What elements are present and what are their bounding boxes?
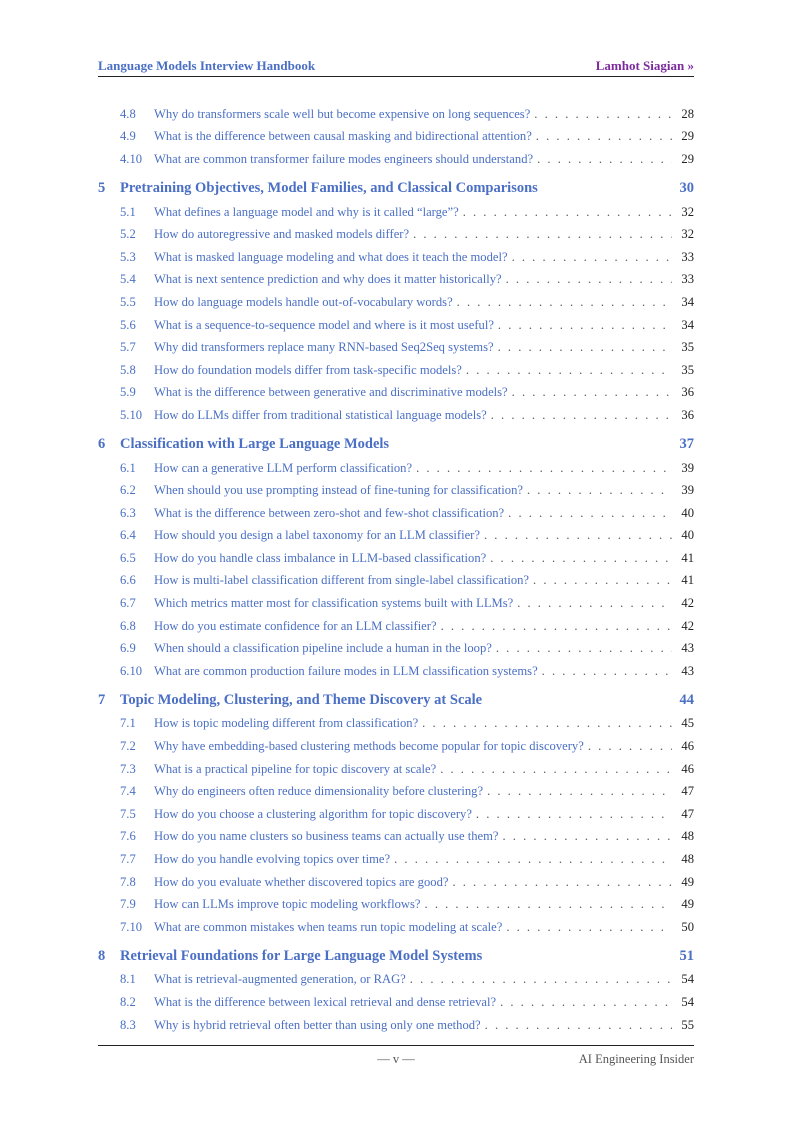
toc-entry[interactable] [98,314,694,337]
toc-entry[interactable] [98,269,694,292]
toc-number: 7.2 [120,739,136,754]
toc-number: 7.6 [120,829,136,844]
toc-entry[interactable] [98,735,694,758]
toc-entry[interactable] [98,382,694,405]
toc-entry[interactable] [98,991,694,1014]
toc-title[interactable]: What are common production failure modes in LLM classification systems? [154,663,538,678]
toc-title[interactable]: What is the difference between generative and discriminative models? [154,385,508,400]
dot-leader [490,551,672,566]
toc-number: 5.9 [120,385,136,400]
toc-title[interactable]: Pretraining Objectives, Model Families, and Classical Comparisons [120,180,538,197]
toc-title[interactable]: How do autoregressive and masked models differ? [154,227,410,242]
toc-entry[interactable] [98,758,694,781]
toc-page-number[interactable]: 54 [681,972,694,987]
toc-entry[interactable] [98,246,694,269]
toc-title[interactable]: How is multi-label classification different from single-label classification? [154,573,530,588]
toc-entry[interactable] [98,660,694,683]
dot-leader [394,852,672,867]
toc-title[interactable]: How can a generative LLM perform classification? [154,460,413,475]
toc-entry[interactable] [98,404,694,427]
toc-page-number[interactable]: 36 [681,407,694,422]
toc-title[interactable]: How do you estimate confidence for an LLM classifier? [154,618,437,633]
toc-number: 6 [98,436,106,453]
dot-leader [503,829,673,844]
toc-number: 5.2 [120,227,136,242]
toc-title[interactable]: How can LLMs improve topic modeling workflows? [154,897,421,912]
toc-number: 6.10 [120,663,143,678]
toc-number: 7.7 [120,852,136,867]
toc-page-number[interactable]: 46 [681,739,694,754]
toc-page-number[interactable]: 33 [681,249,694,264]
toc-title[interactable]: What is the difference between zero-shot and few-shot classification? [154,505,505,520]
toc-entry[interactable] [98,479,694,502]
toc-page-number[interactable]: 49 [681,874,694,889]
toc-number: 6.4 [120,528,136,543]
dot-leader [534,107,672,122]
toc-number: 6.8 [120,618,136,633]
toc-title[interactable]: Why did transformers replace many RNN-based Seq2Seq systems? [154,340,494,355]
toc-number: 8 [98,948,106,965]
toc-page-number[interactable]: 32 [681,204,694,219]
toc-page-number[interactable]: 55 [681,1017,694,1032]
toc-entry[interactable] [98,457,694,480]
toc-page-number[interactable]: 42 [681,596,694,611]
dot-leader [498,340,672,355]
toc-title[interactable]: How do you name clusters so business teams can actually use them? [154,829,499,844]
toc-chapter[interactable] [98,945,694,969]
dot-leader [457,295,672,310]
toc-page-number[interactable]: 39 [681,483,694,498]
toc-chapter[interactable] [98,177,694,201]
toc-number: 8.1 [120,972,136,987]
toc-entry[interactable] [98,126,694,149]
toc-number: 6.7 [120,596,136,611]
toc-title[interactable]: What is masked language modeling and what does it teach the model? [154,249,508,264]
author-name: Lamhot Siagian » [595,58,694,73]
dot-leader [410,972,672,987]
toc-entry[interactable] [98,502,694,525]
toc-page-number[interactable]: 34 [681,317,694,332]
dot-leader [491,408,672,423]
toc-title[interactable]: Why have embedding-based clustering methods become popular for topic discovery? [154,739,584,754]
dot-leader [527,483,672,498]
toc-title[interactable]: How do you evaluate whether discovered topics are good? [154,874,449,889]
dot-leader [416,461,672,476]
toc-entry[interactable] [98,916,694,939]
toc-title[interactable]: What is next sentence prediction and why does it matter historically? [154,272,502,287]
dot-leader [517,596,672,611]
toc-page-number[interactable]: 49 [681,897,694,912]
toc-entry[interactable] [98,592,694,615]
toc-number: 4.10 [120,151,143,166]
toc-entry[interactable] [98,525,694,548]
toc-number: 6.6 [120,573,136,588]
toc-number: 5.5 [120,294,136,309]
toc-number: 6.2 [120,483,136,498]
toc-entry[interactable] [98,893,694,916]
toc-page-number[interactable]: 45 [681,716,694,731]
toc-page-number[interactable]: 28 [681,106,694,121]
dot-leader [542,664,672,679]
dot-leader [452,875,672,890]
toc-title[interactable]: Why do engineers often reduce dimensionality before clustering? [154,784,484,799]
toc-page-number[interactable]: 48 [681,829,694,844]
toc-number: 8.2 [120,994,136,1009]
toc-number: 6.1 [120,460,136,475]
toc-page-number[interactable]: 47 [681,784,694,799]
dot-leader [506,272,672,287]
toc-title[interactable]: How do you handle class imbalance in LLM-based classification? [154,550,487,565]
toc-number: 5.4 [120,272,136,287]
toc-entry[interactable] [98,223,694,246]
toc-number: 5.10 [120,407,143,422]
toc-page-number[interactable]: 34 [681,294,694,309]
toc-title[interactable]: What is the difference between lexical retrieval and dense retrieval? [154,994,497,1009]
toc-entry[interactable] [98,803,694,826]
toc-page-number[interactable]: 41 [681,573,694,588]
dot-leader [512,250,672,265]
book-title: Language Models Interview Handbook [98,58,316,73]
dot-leader [498,318,672,333]
toc-page-number[interactable]: 54 [681,994,694,1009]
toc-number: 6.3 [120,505,136,520]
toc-chapter[interactable] [98,689,694,713]
toc-page-number[interactable]: 36 [681,385,694,400]
toc-title[interactable]: What is a sequence-to-sequence model and where is it most useful? [154,317,494,332]
footer-brand: AI Engineering Insider [578,1052,694,1066]
dot-leader [500,995,672,1010]
toc-page-number[interactable]: 41 [681,550,694,565]
toc-number: 7.9 [120,897,136,912]
running-footer [98,1045,694,1070]
toc-number: 7.10 [120,919,143,934]
toc-title[interactable]: Retrieval Foundations for Large Language Model Systems [120,948,483,965]
toc-title[interactable]: How is topic modeling different from classification? [154,716,419,731]
toc-title[interactable]: Which metrics matter most for classification systems built with LLMs? [154,596,514,611]
dot-leader [537,152,672,167]
dot-leader [484,528,672,543]
toc-title[interactable]: How do you handle evolving topics over time? [154,852,391,867]
toc-title[interactable]: What defines a language model and why is it called “large”? [154,204,459,219]
toc-entry[interactable] [98,359,694,382]
toc-page-number[interactable]: 43 [681,641,694,656]
dot-leader [533,573,672,588]
toc-number: 4.9 [120,129,136,144]
toc-title[interactable]: How do foundation models differ from task-specific models? [154,362,462,377]
toc-number: 5.3 [120,249,136,264]
toc-number: 7.3 [120,761,136,776]
dot-leader [476,807,672,822]
toc-number: 7.4 [120,784,136,799]
toc-title[interactable]: How should you design a label taxonomy for an LLM classifier? [154,528,480,543]
dot-leader [422,716,672,731]
toc-title[interactable]: How do you choose a clustering algorithm for topic discovery? [154,806,472,821]
toc-page-number[interactable]: 40 [681,528,694,543]
dot-leader [440,762,672,777]
toc-number: 4.8 [120,106,136,121]
table-of-contents [98,103,694,1036]
toc-number: 7.8 [120,874,136,889]
toc-title[interactable]: How do language models handle out-of-vocabulary words? [154,294,453,309]
toc-title[interactable]: What is a practical pipeline for topic discovery at scale? [154,761,437,776]
toc-entry[interactable] [98,201,694,224]
dot-leader [588,739,672,754]
toc-page-number[interactable]: 37 [679,436,694,453]
dot-leader [512,385,672,400]
toc-entry[interactable] [98,336,694,359]
toc-page-number[interactable]: 39 [681,460,694,475]
toc-page-number[interactable]: 33 [681,272,694,287]
toc-entry[interactable] [98,780,694,803]
dot-leader [506,920,672,935]
dot-leader [425,897,672,912]
toc-title[interactable]: What is the difference between causal masking and bidirectional attention? [154,129,532,144]
running-header [98,56,694,77]
dot-leader [466,363,672,378]
toc-page-number[interactable]: 44 [679,692,694,709]
toc-title[interactable]: What is retrieval-augmented generation, or RAG? [154,972,406,987]
toc-number: 8.3 [120,1017,136,1032]
toc-page-number[interactable]: 30 [679,180,694,197]
toc-page-number[interactable]: 42 [681,618,694,633]
toc-number: 7 [98,692,106,709]
toc-entry[interactable] [98,848,694,871]
toc-page-number[interactable]: 47 [681,806,694,821]
toc-entry[interactable] [98,570,694,593]
toc-title[interactable]: How do LLMs differ from traditional statistical language models? [154,407,487,422]
toc-number: 6.5 [120,550,136,565]
toc-title[interactable]: What are common transformer failure modes engineers should understand? [154,151,534,166]
page-number: — v — [377,1052,415,1066]
dot-leader [496,641,672,656]
toc-entry[interactable] [98,871,694,894]
toc-title[interactable]: Why is hybrid retrieval often better than using only one method? [154,1017,481,1032]
toc-number: 5 [98,180,106,197]
toc-page-number[interactable]: 32 [681,227,694,242]
toc-entry[interactable] [98,148,694,171]
toc-entry[interactable] [98,713,694,736]
toc-page-number[interactable]: 29 [681,129,694,144]
toc-page-number[interactable]: 35 [681,340,694,355]
toc-page-number[interactable]: 51 [679,948,694,965]
toc-title[interactable]: When should you use prompting instead of fine-tuning for classification? [154,483,523,498]
toc-page-number[interactable]: 29 [681,151,694,166]
toc-number: 5.7 [120,340,136,355]
dot-leader [463,205,672,220]
toc-page-number[interactable]: 50 [681,919,694,934]
toc-page-number[interactable]: 35 [681,362,694,377]
toc-title[interactable]: Classification with Large Language Models [120,436,390,453]
toc-chapter[interactable] [98,433,694,457]
toc-number: 6.9 [120,641,136,656]
toc-title[interactable]: What are common mistakes when teams run topic modeling at scale? [154,919,503,934]
toc-entry[interactable] [98,291,694,314]
toc-number: 5.6 [120,317,136,332]
toc-entry[interactable] [98,103,694,126]
toc-page-number[interactable]: 46 [681,761,694,776]
toc-entry[interactable] [98,637,694,660]
toc-entry[interactable] [98,615,694,638]
dot-leader [536,129,672,144]
dot-leader [441,619,672,634]
toc-number: 5.1 [120,204,136,219]
toc-title[interactable]: When should a classification pipeline include a human in the loop? [154,641,492,656]
toc-number: 7.1 [120,716,136,731]
toc-entry[interactable] [98,969,694,992]
dot-leader [485,1018,672,1033]
toc-page-number[interactable]: 43 [681,663,694,678]
dot-leader [413,227,672,242]
dot-leader [487,784,672,799]
toc-title[interactable]: Topic Modeling, Clustering, and Theme Discovery at Scale [120,692,483,709]
toc-entry[interactable] [98,1014,694,1037]
toc-title[interactable]: Why do transformers scale well but become expensive on long sequences? [154,106,531,121]
toc-number: 5.8 [120,362,136,377]
dot-leader [508,506,672,521]
toc-entry[interactable] [98,826,694,849]
toc-entry[interactable] [98,547,694,570]
toc-number: 7.5 [120,806,136,821]
toc-page-number[interactable]: 48 [681,852,694,867]
toc-page-number[interactable]: 40 [681,505,694,520]
